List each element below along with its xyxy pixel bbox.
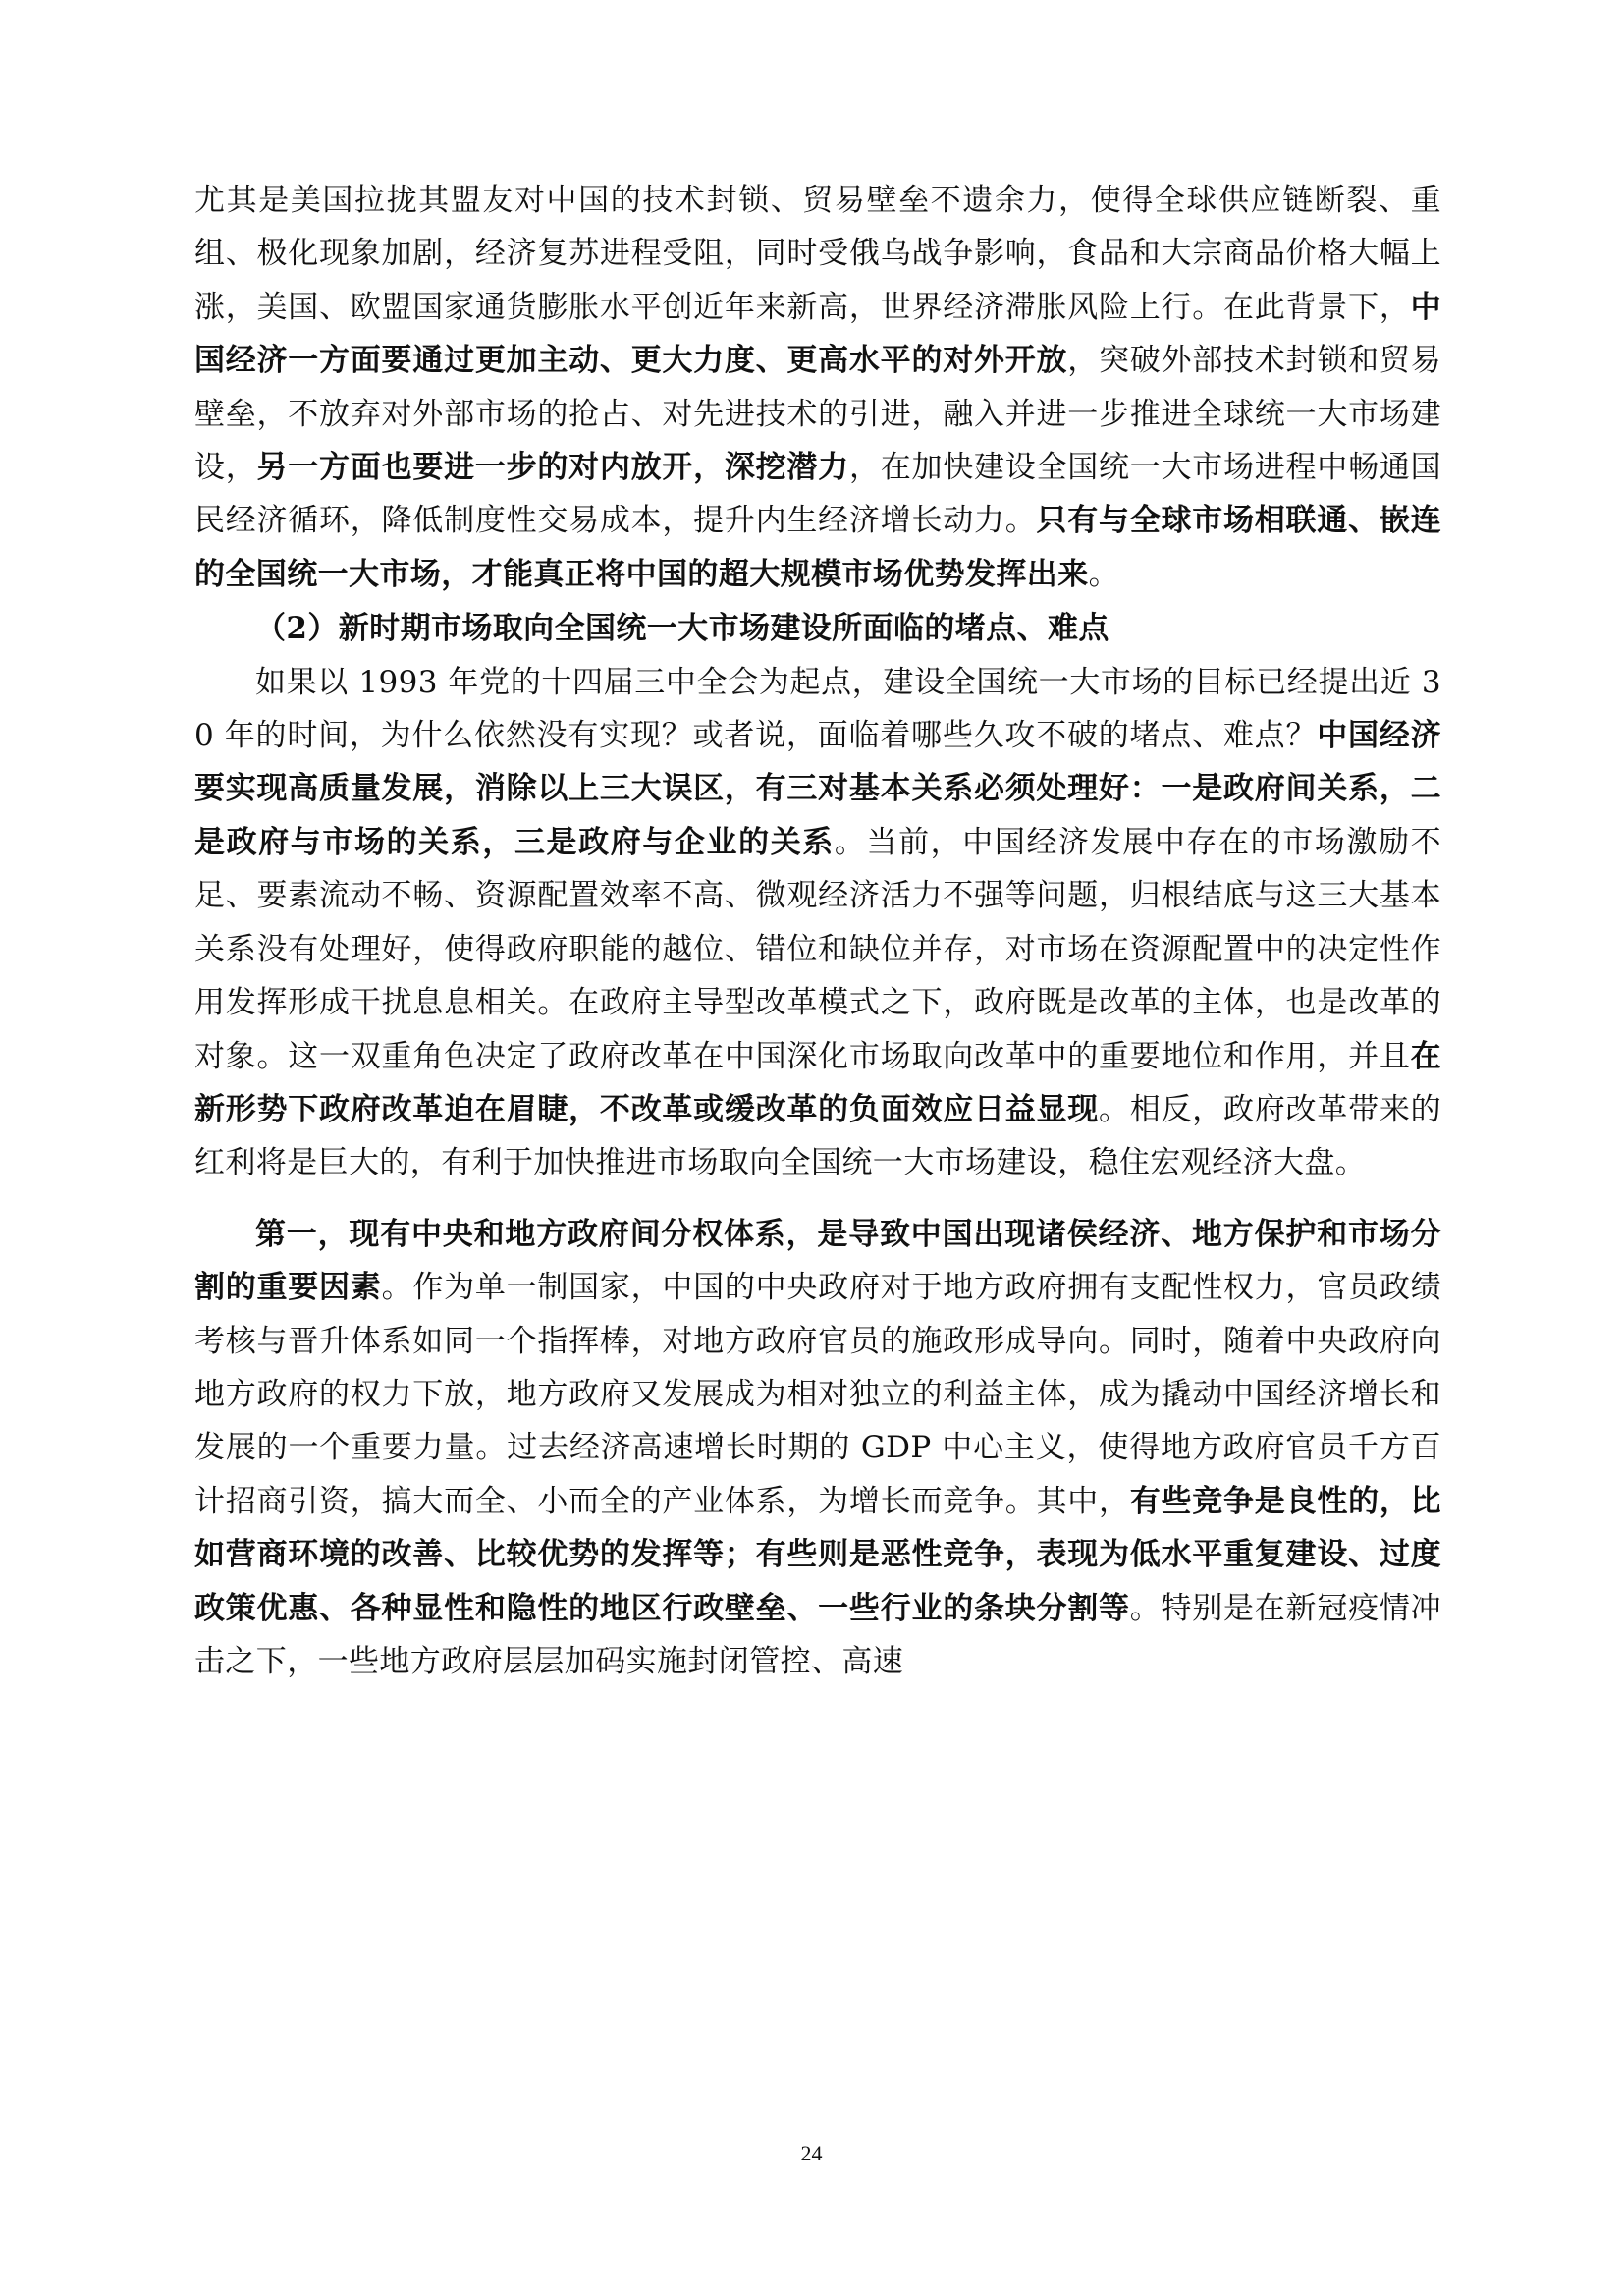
page-number: 24 <box>800 2141 823 2165</box>
text-span: 。作为单一制国家，中国的中央政府对于地方政府拥有支配性权力，官员政绩考核与晋升体系如同一个指挥棒，对地方政府官员的施政形成导向。同时，随着中央政府向地方政府的权力下放，地方政府又发展成为相对独立的利益主体，成为撬动中国经济增长和发展的一个重要力量。过去经济高速增长时期的 GDP 中心主义，使得地方政府官员千方百计招商引资，搞大而全、小而全的产业体系，为增长而竞争。其中， <box>194 1270 1441 1519</box>
text-span: ，突破外部技术封锁和贸易壁垒，不放弃对外部市场的抢占、对先进技术的引进，融入并进一步推进全球统一大市场建设， <box>194 343 1441 486</box>
section-heading: （2）新时期市场取向全国统一大市场建设所面临的堵点、难点 <box>255 611 1109 647</box>
text-span: 如果以 1993 年党的十四届三中全会为起点，建设全国统一大市场的目标已经提出近 30 年的时间，为什么依然没有实现？或者说，面临着哪些久攻不破的堵点、难点？ <box>194 664 1441 754</box>
bold-text-span: 在新形势下政府改革迫在眉睫，不改革或缓改革的负面效应日益显现 <box>194 1038 1441 1127</box>
text-span: 。 <box>1088 556 1120 592</box>
bold-text-span: 只有与全球市场相联通、嵌连的全国统一大市场，才能真正将中国的超大规模市场优势发挥出来 <box>194 503 1441 592</box>
bold-text-span: 另一方面也要进一步的对内放开，深挖潜力 <box>256 450 849 486</box>
bold-text-span: 中国经济一方面要通过更加主动、更大力度、更高水平的对外开放 <box>194 289 1441 379</box>
paragraph-bottlenecks <box>194 656 1441 1190</box>
text-span: 。当前，中国经济发展中存在的市场激励不足、要素流动不畅、资源配置效率不高、微观经济活力不强等问题，归根结底与这三大基本关系没有处理好，使得政府职能的越位、错位和缺位并存，对市场在资源配置中的决定性作用发挥形成干扰息息相关。在政府主导型改革模式之下，政府既是改革的主体，也是改革的对象。这一双重角色决定了政府改革在中国深化市场取向改革中的重要地位和作用，并且 <box>194 824 1441 1074</box>
bold-text-span: 中国经济要实现高质量发展，消除以上三大误区，有三对基本关系必须处理好：一是政府间关系，二是政府与市场的关系，三是政府与企业的关系 <box>194 718 1441 860</box>
paragraph-first-point <box>194 1208 1441 1689</box>
text-span: 。相反，政府改革带来的红利将是巨大的，有利于加快推进市场取向全国统一大市场建设，稳住宏观经济大盘。 <box>194 1091 1441 1181</box>
bold-text-span: 第一，现有中央和地方政府间分权体系，是导致中国出现诸侯经济、地方保护和市场分割的重要因素 <box>194 1216 1441 1306</box>
page-body <box>194 174 1441 1688</box>
paragraph-opening <box>194 174 1441 601</box>
text-span: 。特别是在新冠疫情冲击之下，一些地方政府层层加码实施封闭管控、高速 <box>194 1590 1441 1679</box>
text-span: ，在加快建设全国统一大市场进程中畅通国民经济循环，降低制度性交易成本，提升内生经济增长动力。 <box>194 450 1441 539</box>
bold-text-span: 有些竞争是良性的，比如营商环境的改善、比较优势的发挥等；有些则是恶性竞争，表现为低水平重复建设、过度政策优惠、各种显性和隐性的地区行政壁垒、一些行业的条块分割等 <box>194 1483 1441 1626</box>
text-span: 尤其是美国拉拢其盟友对中国的技术封锁、贸易壁垒不遗余力，使得全球供应链断裂、重组、极化现象加剧，经济复苏进程受阻，同时受俄乌战争影响，食品和大宗商品价格大幅上涨，美国、欧盟国家通货膨胀水平创近年来新高，世界经济滞胀风险上行。在此背景下， <box>194 183 1441 325</box>
